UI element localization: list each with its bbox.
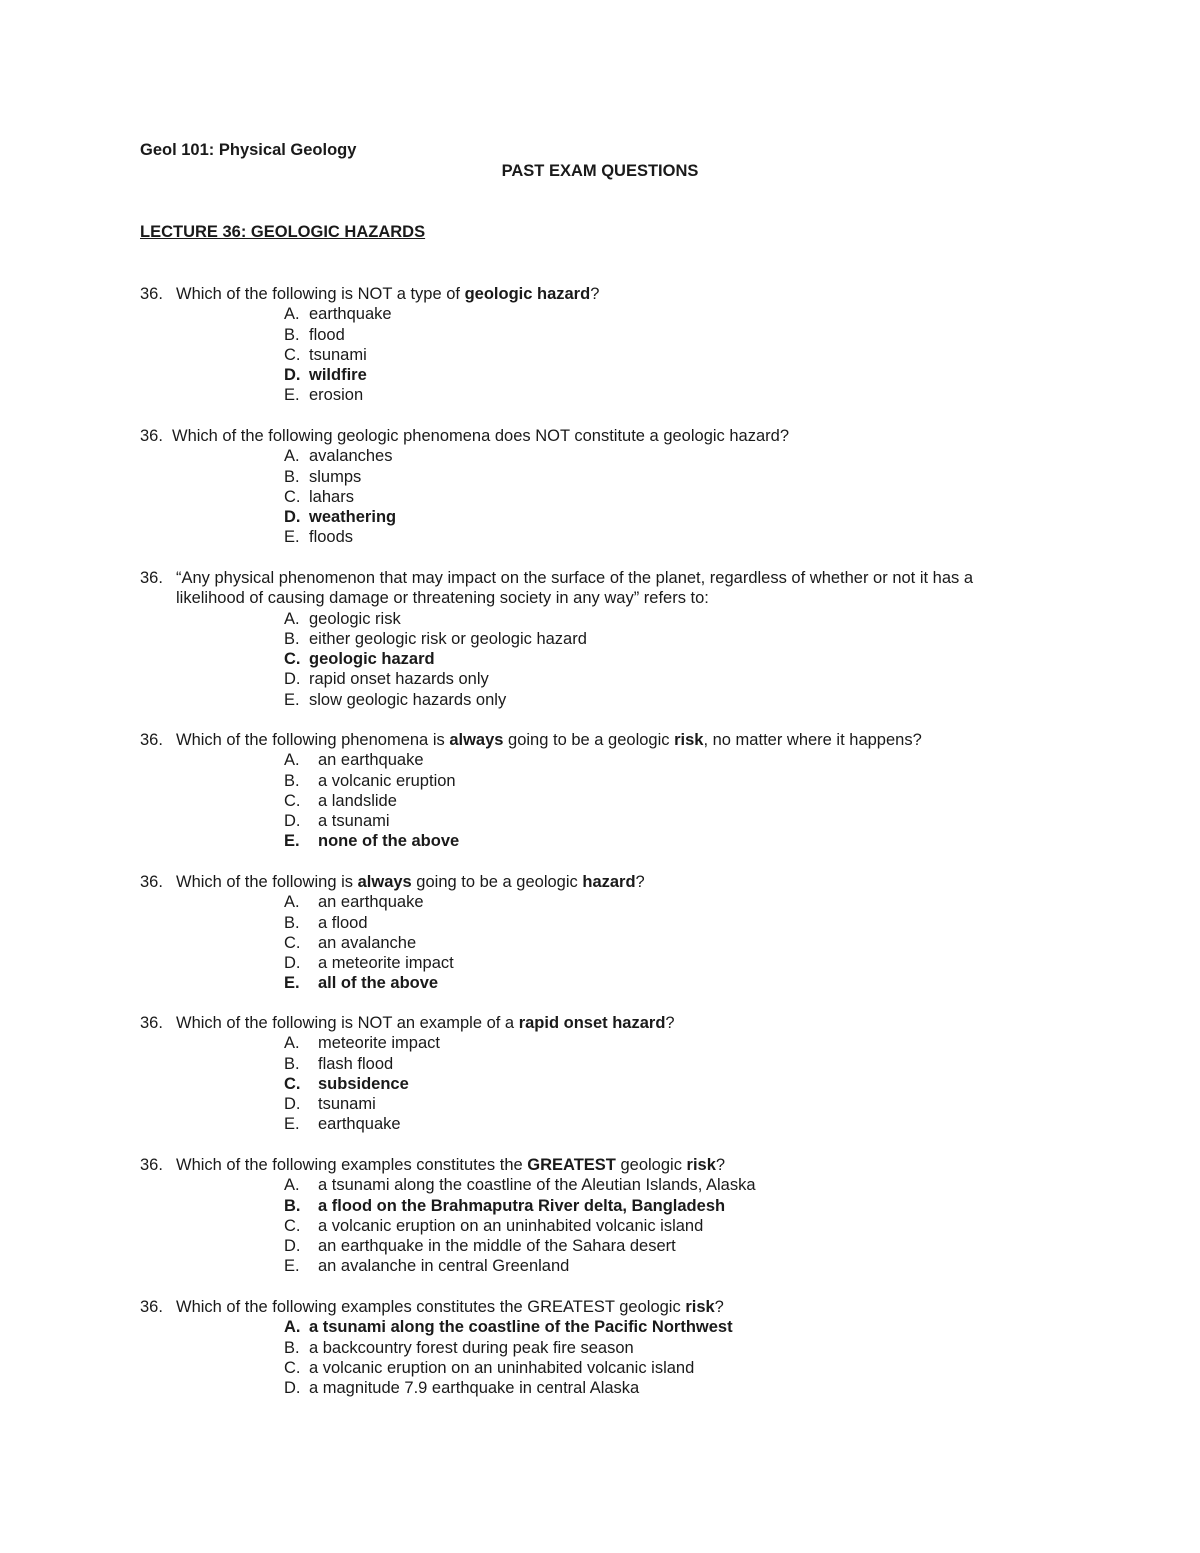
question-4 <box>140 730 1040 852</box>
answer-option: D. a magnitude 7.9 earthquake in central Alaska <box>284 1379 640 1398</box>
question-number: 36. <box>140 285 163 303</box>
correct-answer-option: C. subsidence <box>284 1074 409 1093</box>
page-title: PAST EXAM QUESTIONS <box>501 162 699 180</box>
answer-option: C. a volcanic eruption on an uninhabited volcanic island <box>284 1358 695 1377</box>
answer-option: A. meteorite impact <box>284 1034 440 1053</box>
correct-answer-option: A. a tsunami along the coastline of the Pacific Northwest <box>284 1318 733 1337</box>
question-3 <box>140 568 1040 710</box>
question-number: 36. <box>140 569 163 587</box>
answer-option: D. an earthquake in the middle of the Sahara desert <box>284 1237 676 1256</box>
answer-option: E. an avalanche in central Greenland <box>284 1257 570 1276</box>
answer-option: A. an earthquake <box>284 893 424 912</box>
question-text: Which of the following examples constitutes the GREATEST geologic risk? <box>176 1156 726 1174</box>
question-text: Which of the following geologic phenomena does NOT constitute a geologic hazard? <box>172 427 789 445</box>
answer-option: D. rapid onset hazards only <box>284 670 489 689</box>
answer-option: C. a landslide <box>284 791 397 810</box>
correct-answer-option: C. geologic hazard <box>284 650 435 669</box>
answer-options <box>284 1175 1040 1276</box>
question-number: 36. <box>140 731 163 749</box>
lecture-heading: LECTURE 36: GEOLOGIC HAZARDS <box>140 223 426 241</box>
answer-option: B. flood <box>284 325 345 344</box>
question-8 <box>140 1297 1040 1398</box>
answer-options <box>284 1033 1040 1134</box>
question-number: 36. <box>140 1156 163 1174</box>
question-stem <box>140 1155 1040 1175</box>
answer-option: D. a meteorite impact <box>284 954 454 973</box>
answer-options <box>284 609 1040 710</box>
answer-option: B. a flood <box>284 913 368 932</box>
question-text: Which of the following examples constitutes the GREATEST geologic risk? <box>176 1298 724 1316</box>
answer-option: C. lahars <box>284 487 354 506</box>
correct-answer-option: D. weathering <box>284 508 397 527</box>
answer-options <box>284 304 1040 405</box>
answer-option: E. erosion <box>284 386 364 405</box>
question-stem <box>140 1297 1040 1317</box>
answer-option: E. slow geologic hazards only <box>284 690 507 709</box>
question-text: Which of the following is NOT a type of geologic hazard? <box>176 285 600 303</box>
question-stem <box>140 284 1040 304</box>
answer-option: B. a backcountry forest during peak fire season <box>284 1338 634 1357</box>
answer-option: E. floods <box>284 528 354 547</box>
answer-option: A. a tsunami along the coastline of the Aleutian Islands, Alaska <box>284 1176 756 1195</box>
answer-option: B. either geologic risk or geologic hazard <box>284 629 587 648</box>
answer-options <box>284 892 1040 993</box>
question-7 <box>140 1155 1040 1277</box>
question-5 <box>140 872 1040 994</box>
correct-answer-option: E. all of the above <box>284 974 439 993</box>
question-text: Which of the following is NOT an example of a rapid onset hazard? <box>176 1014 675 1032</box>
question-text: Which of the following phenomena is always going to be a geologic risk, no matter where it happens? <box>176 731 922 749</box>
answer-option: D. tsunami <box>284 1095 376 1114</box>
question-1 <box>140 284 1040 406</box>
question-stem <box>140 568 1040 609</box>
answer-option: A. avalanches <box>284 447 393 466</box>
answer-option: A. an earthquake <box>284 751 424 770</box>
question-stem <box>140 730 1040 750</box>
correct-answer-option: E. none of the above <box>284 832 460 851</box>
question-stem <box>140 1013 1040 1033</box>
course-title: Geol 101: Physical Geology <box>140 141 357 159</box>
question-number: 36. <box>140 427 163 445</box>
question-stem <box>140 426 1040 446</box>
answer-option: B. slumps <box>284 467 362 486</box>
question-2 <box>140 426 1040 548</box>
answer-options <box>284 1317 1040 1398</box>
correct-answer-option: B. a flood on the Brahmaputra River delta, Bangladesh <box>284 1196 726 1215</box>
answer-options <box>284 446 1040 547</box>
answer-option: B. flash flood <box>284 1054 394 1073</box>
question-text: Which of the following is always going to be a geologic hazard? <box>176 873 645 891</box>
question-number: 36. <box>140 873 163 891</box>
answer-option: C. an avalanche <box>284 933 417 952</box>
answer-option: C. a volcanic eruption on an uninhabited volcanic island <box>284 1216 704 1235</box>
question-stem <box>140 872 1040 892</box>
answer-option: E. earthquake <box>284 1115 401 1134</box>
question-number: 36. <box>140 1014 163 1032</box>
correct-answer-option: D. wildfire <box>284 366 367 385</box>
question-text: “Any physical phenomenon that may impact on the surface of the planet, regardless of whether or not it has a likelihood of causing damage or threatening society in any way” refers to: <box>176 569 974 608</box>
answer-option: A. geologic risk <box>284 609 401 628</box>
answer-option: C. tsunami <box>284 345 367 364</box>
question-6 <box>140 1013 1040 1135</box>
answer-option: D. a tsunami <box>284 812 390 831</box>
question-number: 36. <box>140 1298 163 1316</box>
answer-options <box>284 750 1040 851</box>
answer-option: A. earthquake <box>284 305 392 324</box>
answer-option: B. a volcanic eruption <box>284 771 456 790</box>
